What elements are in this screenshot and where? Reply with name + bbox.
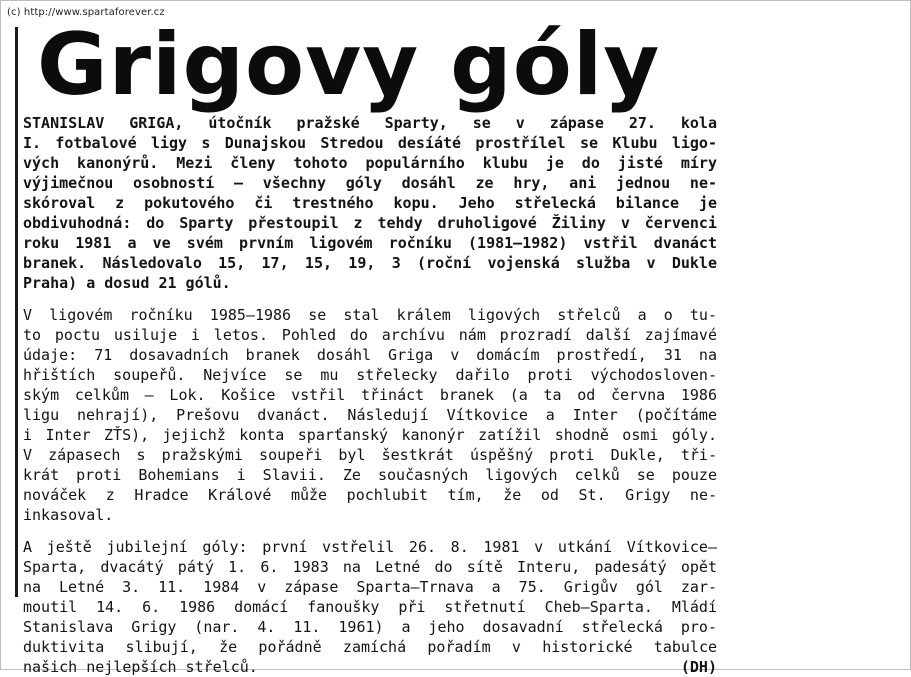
article-line: Praha) a dosud 21 gólů. <box>23 274 231 292</box>
article-line: i Inter ZŤS), jejichž konta sparťanský kanonýr zatížil shodně osmi góly. <box>23 426 717 444</box>
column-rule <box>15 27 18 597</box>
headline: Grigovy góly <box>37 15 661 115</box>
article-line: údaje: 71 dosavadních branek dosáhl Griga v domácím prostředí, 31 na <box>23 346 717 364</box>
article-line: roku 1981 a ve svém prvním ligovém ročníku (1981—1982) vstřil dvanáct <box>23 234 717 252</box>
paragraph-statistics <box>23 305 717 525</box>
article-body <box>23 113 717 677</box>
article-line: STANISLAV GRIGA, útočník pražské Sparty, se v zápase 27. kola <box>23 114 717 132</box>
article-line: skóroval z pokutového či trestného kopu. Jeho střelecká bilance je <box>23 194 717 212</box>
paragraph-intro <box>23 113 717 293</box>
article-line: nováček z Hradce Králové může pochlubit tím, že od St. Grigy ne- <box>23 486 717 504</box>
last-line-wrap <box>23 657 717 677</box>
article-line: Sparta, dvacátý pátý 1. 6. 1983 na Letné do sítě Interu, padesátý opět <box>23 558 717 576</box>
article-line: A ještě jubilejní góly: první vstřelil 26. 8. 1981 v utkání Vítkovice— <box>23 538 717 556</box>
article-line: ským celkům — Lok. Košice vstřil třináct branek (a ta od června 1986 <box>23 386 717 404</box>
article-line: ligu nehrají), Prešovu dvanáct. Následují Vítkovice a Inter (počítáme <box>23 406 717 424</box>
article-line: inkasoval. <box>23 506 114 524</box>
article-line: to poctu usiluje i letos. Pohled do archívu nám prozradí další zajímavé <box>23 326 717 344</box>
paragraph-jubilee-goals <box>23 537 717 677</box>
article-line: hřištích soupeřů. Nejvíce se mu střelecky dařilo proti východosloven- <box>23 366 717 384</box>
article-line: na Letné 3. 11. 1984 v zápase Sparta—Trnava a 75. Grigův gól zar- <box>23 578 717 596</box>
article-line: V ligovém ročníku 1985—1986 se stal králem ligových střelců a o tu- <box>23 306 717 324</box>
article-line: krát proti Bohemians i Slavii. Ze současných ligových celků se pouze <box>23 466 717 484</box>
article-line: výjimečnou osobností — všechny góly dosáhl ze hry, ani jednou ne- <box>23 174 717 192</box>
article-line: našich nejlepších střelců. <box>23 658 258 676</box>
article-line: branek. Následovalo 15, 17, 15, 19, 3 (roční vojenská služba v Dukle <box>23 254 717 272</box>
author-signature: (DH) <box>680 658 717 676</box>
copyright-notice: (c) http://www.spartaforever.cz <box>7 7 165 18</box>
article-line: V zápasech s pražskými soupeři byl šestkrát úspěšný proti Dukle, tři- <box>23 446 717 464</box>
article-line: vých kanonýrů. Mezi členy tohoto populárního klubu je do jisté míry <box>23 154 717 172</box>
article-line: Stanislava Grigy (nar. 4. 11. 1961) a jeho dosavadní střelecká pro- <box>23 618 717 636</box>
article-line: moutil 14. 6. 1986 domácí fanoušky při střetnutí Cheb—Sparta. Mládí <box>23 598 717 616</box>
article-line: I. fotbalové ligy s Dunajskou Stredou desíáté prostřílel se Klubu ligo- <box>23 134 717 152</box>
article-line: obdivuhodná: do Sparty přestoupil z tehdy druholigové Žiliny v červenci <box>23 214 717 232</box>
article-line: duktivita slibují, že pořádně zamíchá pořadím v historické tabulce <box>23 638 717 656</box>
